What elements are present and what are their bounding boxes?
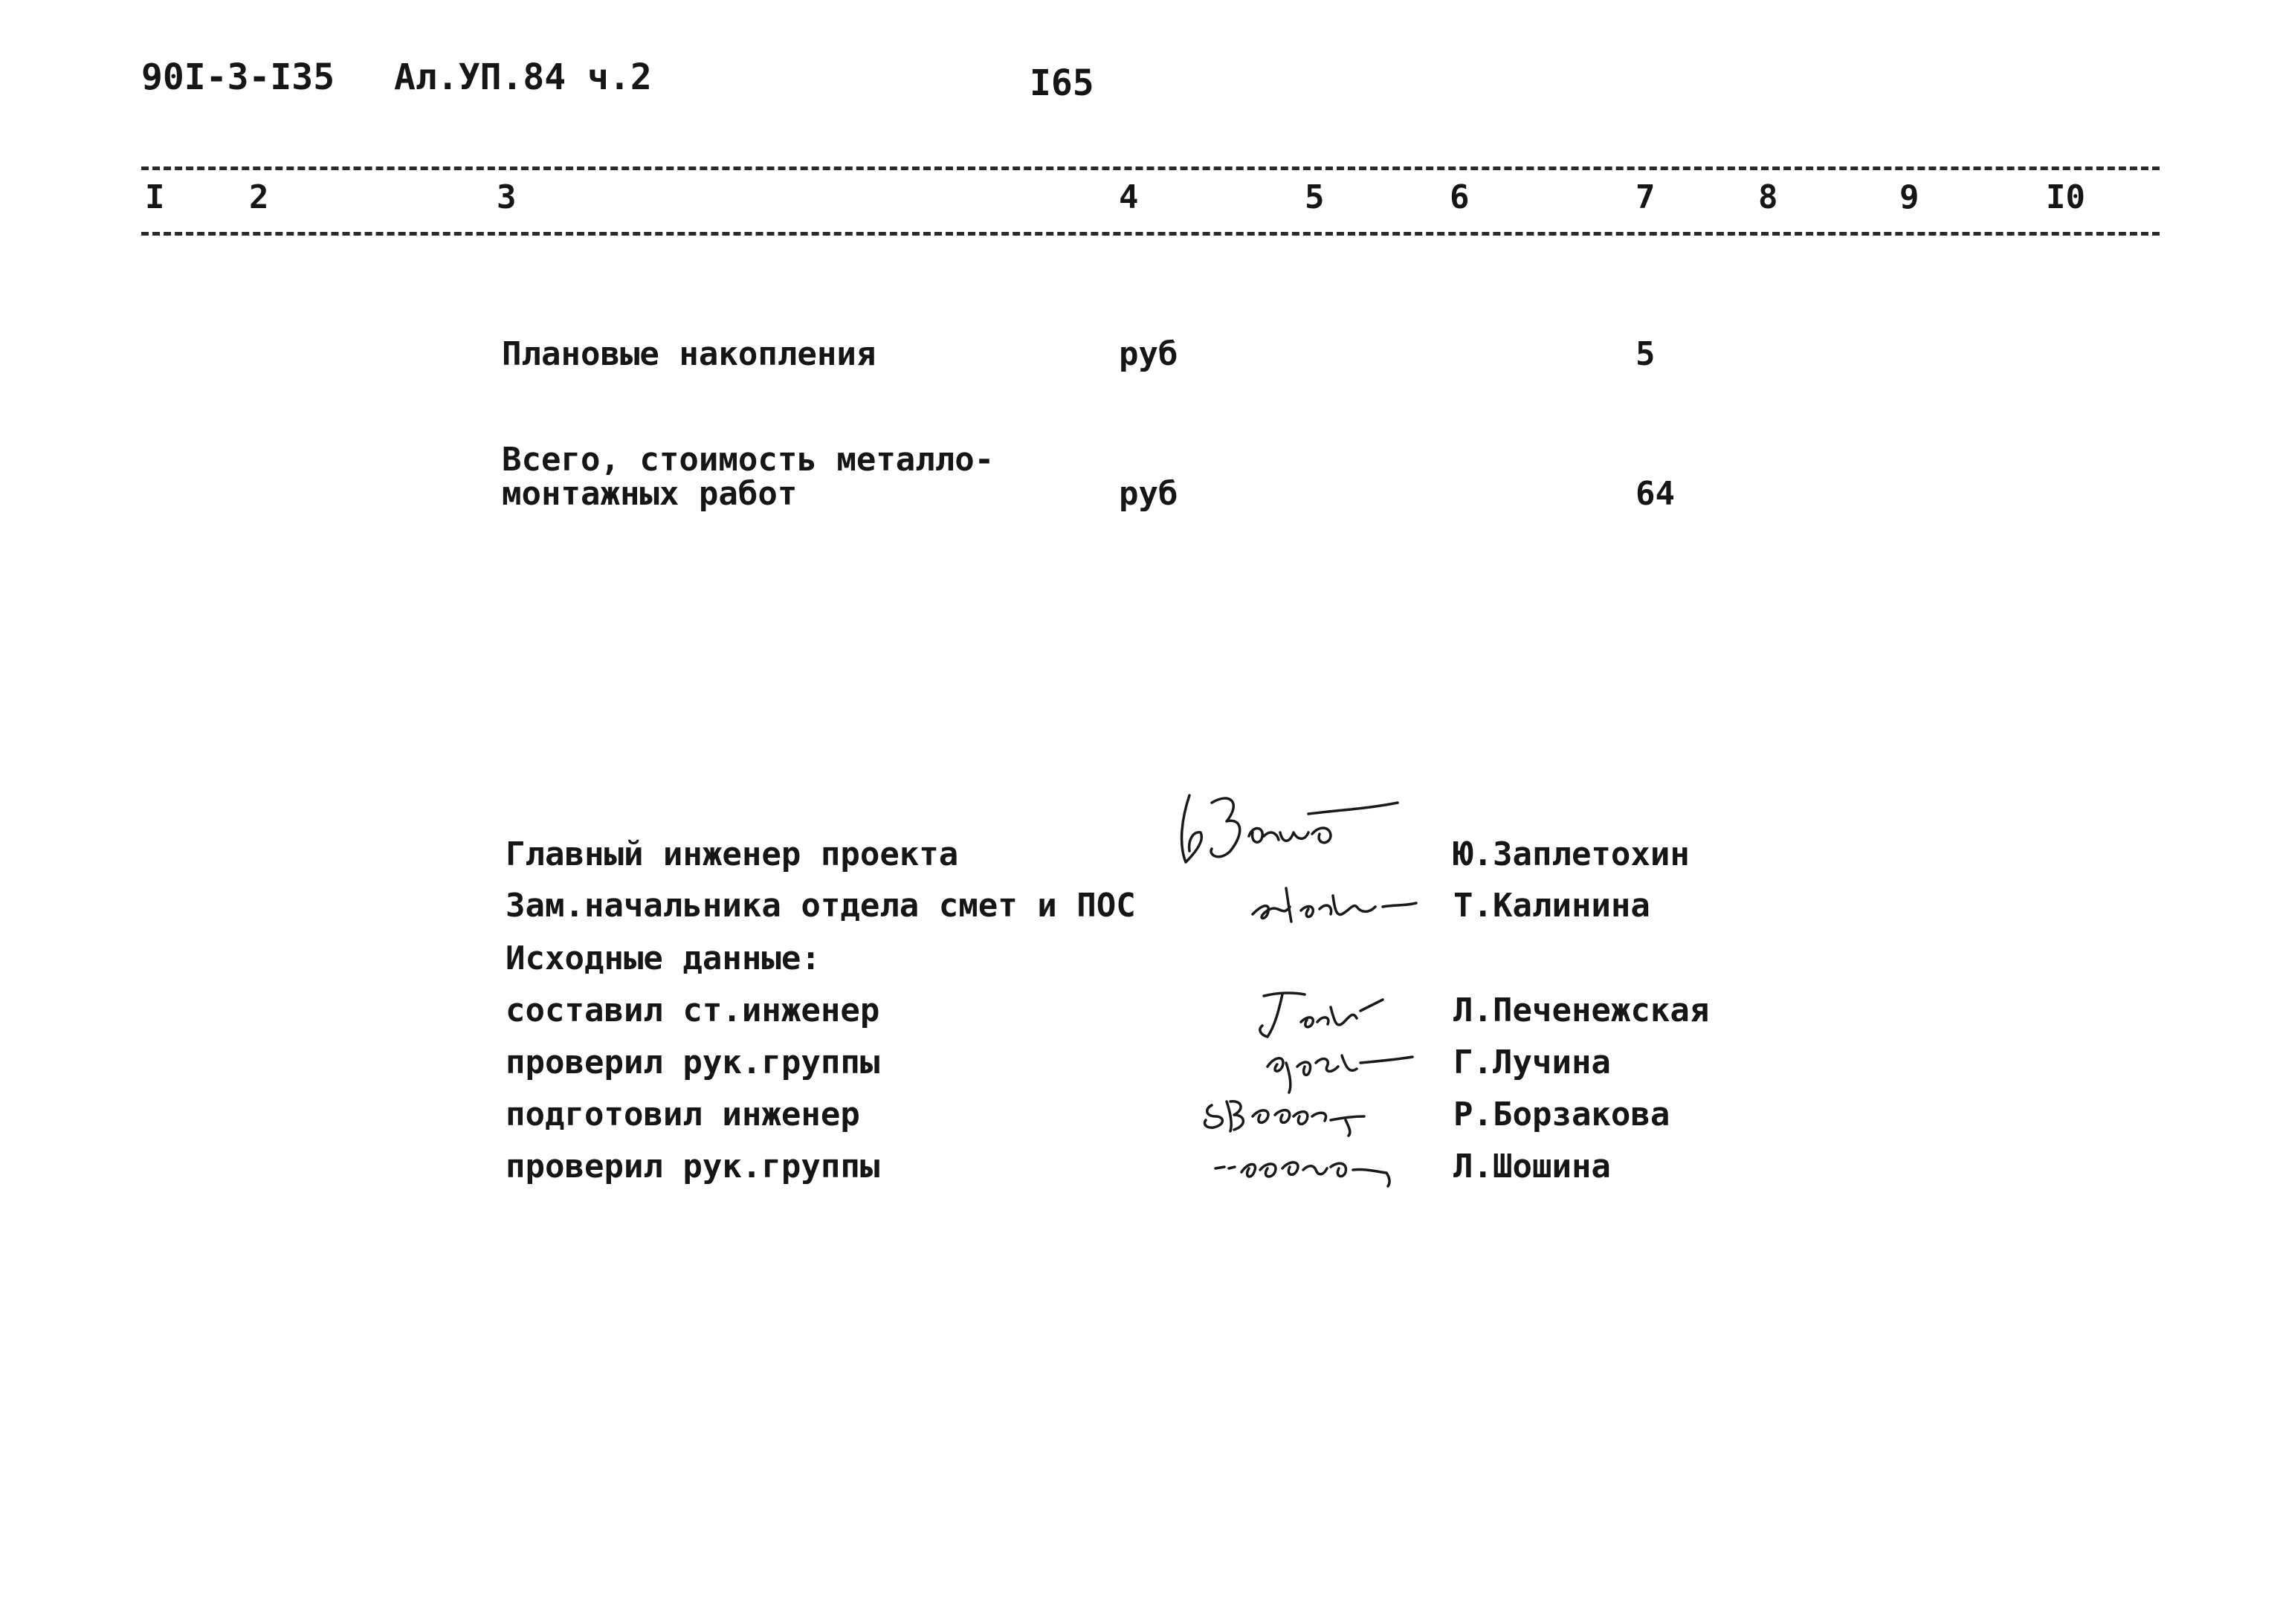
signatory-name: Л.Шошина	[1453, 1148, 1611, 1185]
table-row-value: 64	[1635, 475, 1675, 513]
table-row-unit: руб	[1119, 475, 1178, 513]
column-number: 2	[249, 178, 269, 216]
signature-role: Зам.начальника отдела смет и ПОС	[506, 887, 1136, 925]
table-header-bottom-rule	[141, 232, 2160, 236]
signature-role: Исходные данные:	[506, 939, 821, 977]
column-number: I0	[2046, 178, 2085, 216]
handwritten-signature	[1160, 780, 1412, 877]
table-row-name: Всего, стоимость металло-	[502, 441, 995, 479]
handwritten-signature	[1197, 1087, 1375, 1139]
signatory-name: Р.Борзакова	[1453, 1096, 1670, 1133]
document-code: 90I-3-I35	[141, 56, 335, 98]
column-number: 5	[1305, 178, 1325, 216]
signature-role: проверил рук.группы	[506, 1044, 880, 1081]
table-row-name: Плановые накопления	[502, 335, 876, 373]
album-reference: Ал.УП.84 ч.2	[394, 56, 652, 98]
signature-role: составил ст.инженер	[506, 991, 880, 1029]
page-number: I65	[1030, 62, 1094, 104]
column-number: 3	[497, 178, 517, 216]
signatory-name: Г.Лучина	[1453, 1044, 1611, 1081]
signatory-name: Ю.Заплетохин	[1453, 835, 1690, 873]
column-number: 4	[1119, 178, 1139, 216]
signature-role: проверил рук.группы	[506, 1148, 880, 1185]
table-row-unit: руб	[1119, 335, 1178, 373]
signature-role: Главный инженер проекта	[506, 835, 959, 873]
table-row-value: 5	[1635, 335, 1656, 373]
handwritten-signature	[1245, 873, 1424, 933]
signature-role: подготовил инженер	[506, 1096, 860, 1133]
column-number: 8	[1758, 178, 1778, 216]
signatory-name: Л.Печенежская	[1453, 991, 1710, 1029]
column-number: I	[145, 178, 165, 216]
table-row-name-continued: монтажных работ	[502, 475, 798, 513]
column-number: 6	[1450, 178, 1470, 216]
handwritten-signature	[1208, 1139, 1401, 1191]
table-header-top-rule	[141, 166, 2160, 170]
column-number: 9	[1899, 178, 1919, 216]
signatory-name: Т.Калинина	[1453, 887, 1650, 925]
column-number: 7	[1635, 178, 1656, 216]
